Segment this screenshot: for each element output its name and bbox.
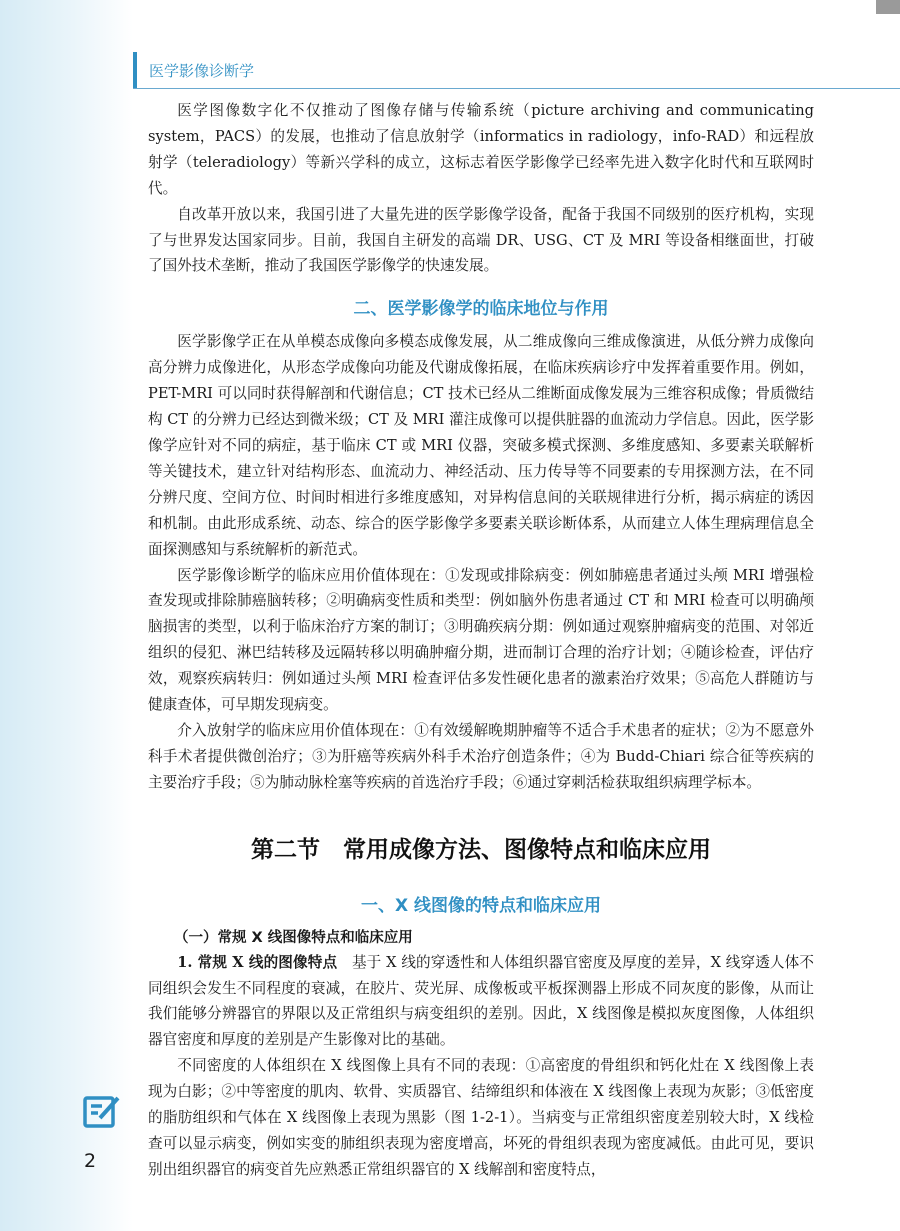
section-heading: 二、医学影像学的临床地位与作用 [353, 299, 609, 320]
item-text: 基于 X 线的穿透性和人体组织器官密度及厚度的差异，X 线穿透人体不同组织会发生不同程度的衰减，在胶片、荧光屏、成像板或平板探测器上形成不同灰度的影像，从而让我们能够分辨器官的界限以及正常组织与病变组织的差别。因此，X 线图像是模拟灰度图像，人体组织器官密度和厚度的差别是产生影像对比的基础。 [148, 953, 814, 1049]
header-accent-bar [133, 52, 137, 88]
left-margin-band [0, 0, 133, 1231]
header-rule [133, 88, 900, 89]
section-heading: 一、X 线图像的特点和临床应用 [360, 895, 602, 916]
book-title: 医学影像诊断学 [149, 62, 255, 80]
chapter-heading: 第二节 常用成像方法、图像特点和临床应用 [251, 836, 711, 863]
item-label: 1. 常规 X 线的图像特点 [177, 953, 338, 971]
corner-tab [876, 0, 900, 14]
running-header [133, 52, 900, 88]
page-body [148, 98, 814, 1183]
paragraph: 自改革开放以来，我国引进了大量先进的医学影像学设备，配备于我国不同级别的医疗机构，实现了与世界发达国家同步。目前，我国自主研发的高端 DR、USG、CT 及 MRI 等设备相继面世，打破了国外技术垄断，推动了我国医学影像学的快速发展。 [148, 205, 814, 275]
page-number: 2 [84, 1150, 97, 1172]
paragraph [148, 950, 814, 1054]
paragraph: 医学影像诊断学的临床应用价值体现在：①发现或排除病变：例如肺癌患者通过头颅 MRI 增强检查发现或排除肺癌脑转移；②明确病变性质和类型：例如脑外伤患者通过 CT 和 MRI 检查可以明确颅脑损害的类型，以利于临床治疗方案的制订；③明确疾病分期：例如通过观察肿瘤病变的范围、对邻近组织的侵犯、淋巴结转移及远隔转移以明确肿瘤分期，进而制订合理的治疗计划；④随诊检查，评估疗效，观察疾病转归：例如通过头颅 MRI 检查评估多发性硬化患者的激素治疗效果；⑤高危人群随访与健康查体，可早期发现病变。 [148, 566, 814, 714]
edit-note-icon [82, 1092, 122, 1132]
paragraph: 不同密度的人体组织在 X 线图像上具有不同的表现：①高密度的骨组织和钙化灶在 X 线图像上表现为白影；②中等密度的肌肉、软骨、实质器官、结缔组织和体液在 X 线图像上表现为灰影；③低密度的脂肪组织和气体在 X 线图像上表现为黑影（图 1-2-1）。当病变与正常组织密度差别较大时，X 线检查可以显示病变，例如实变的肺组织表现为密度增高，坏死的骨组织表现为密度减低。由此可见，要识别出组织器官的病变首先应熟悉正常组织器官的 X 线解剖和密度特点， [148, 1057, 814, 1178]
paragraph: 医学影像学正在从单模态成像向多模态成像发展，从二维成像向三维成像演进，从低分辨力成像向高分辨力成像进化，从形态学成像向功能及代谢成像拓展，在临床疾病诊疗中发挥着重要作用。例如，PET-MRI 可以同时获得解剖和代谢信息；CT 技术已经从二维断面成像发展为三维容积成像；骨质微结构 CT 的分辨力已经达到微米级；CT 及 MRI 灌注成像可以提供脏器的血流动力学信息。因此，医学影像学应针对不同的病症，基于临床 CT 或 MRI 仪器，突破多模式探测、多维度感知、多要素关联解析等关键技术，建立针对结构形态、血流动力、神经活动、压力传导等不同要素的专用探测方法，在不同分辨尺度、空间方位、时间时相进行多维度感知，对异构信息间的关联规律进行分析，揭示病症的诱因和机制。由此形成系统、动态、综合的医学影像学多要素关联诊断体系，从而建立人体生理病理信息全面探测感知与系统解析的新范式。 [148, 333, 814, 558]
paragraph: 介入放射学的临床应用价值体现在：①有效缓解晚期肿瘤等不适合手术患者的症状；②为不愿意外科手术者提供微创治疗；③为肝癌等疾病外科手术治疗创造条件；④为 Budd-Chiari 综合征等疾病的主要治疗手段；⑤为肺动脉栓塞等疾病的首选治疗手段；⑥通过穿刺活检获取组织病理学标本。 [148, 721, 814, 791]
paragraph: 医学图像数字化不仅推动了图像存储与传输系统（picture archiving and communicating system，PACS）的发展，也推动了信息放射学（informatics in radiology，info-RAD）和远程放射学（teleradiology）等新兴学科的成立，这标志着医学影像学已经率先进入数字化时代和互联网时代。 [148, 102, 814, 197]
subsection-heading: （一）常规 X 线图像特点和临床应用 [174, 929, 413, 946]
